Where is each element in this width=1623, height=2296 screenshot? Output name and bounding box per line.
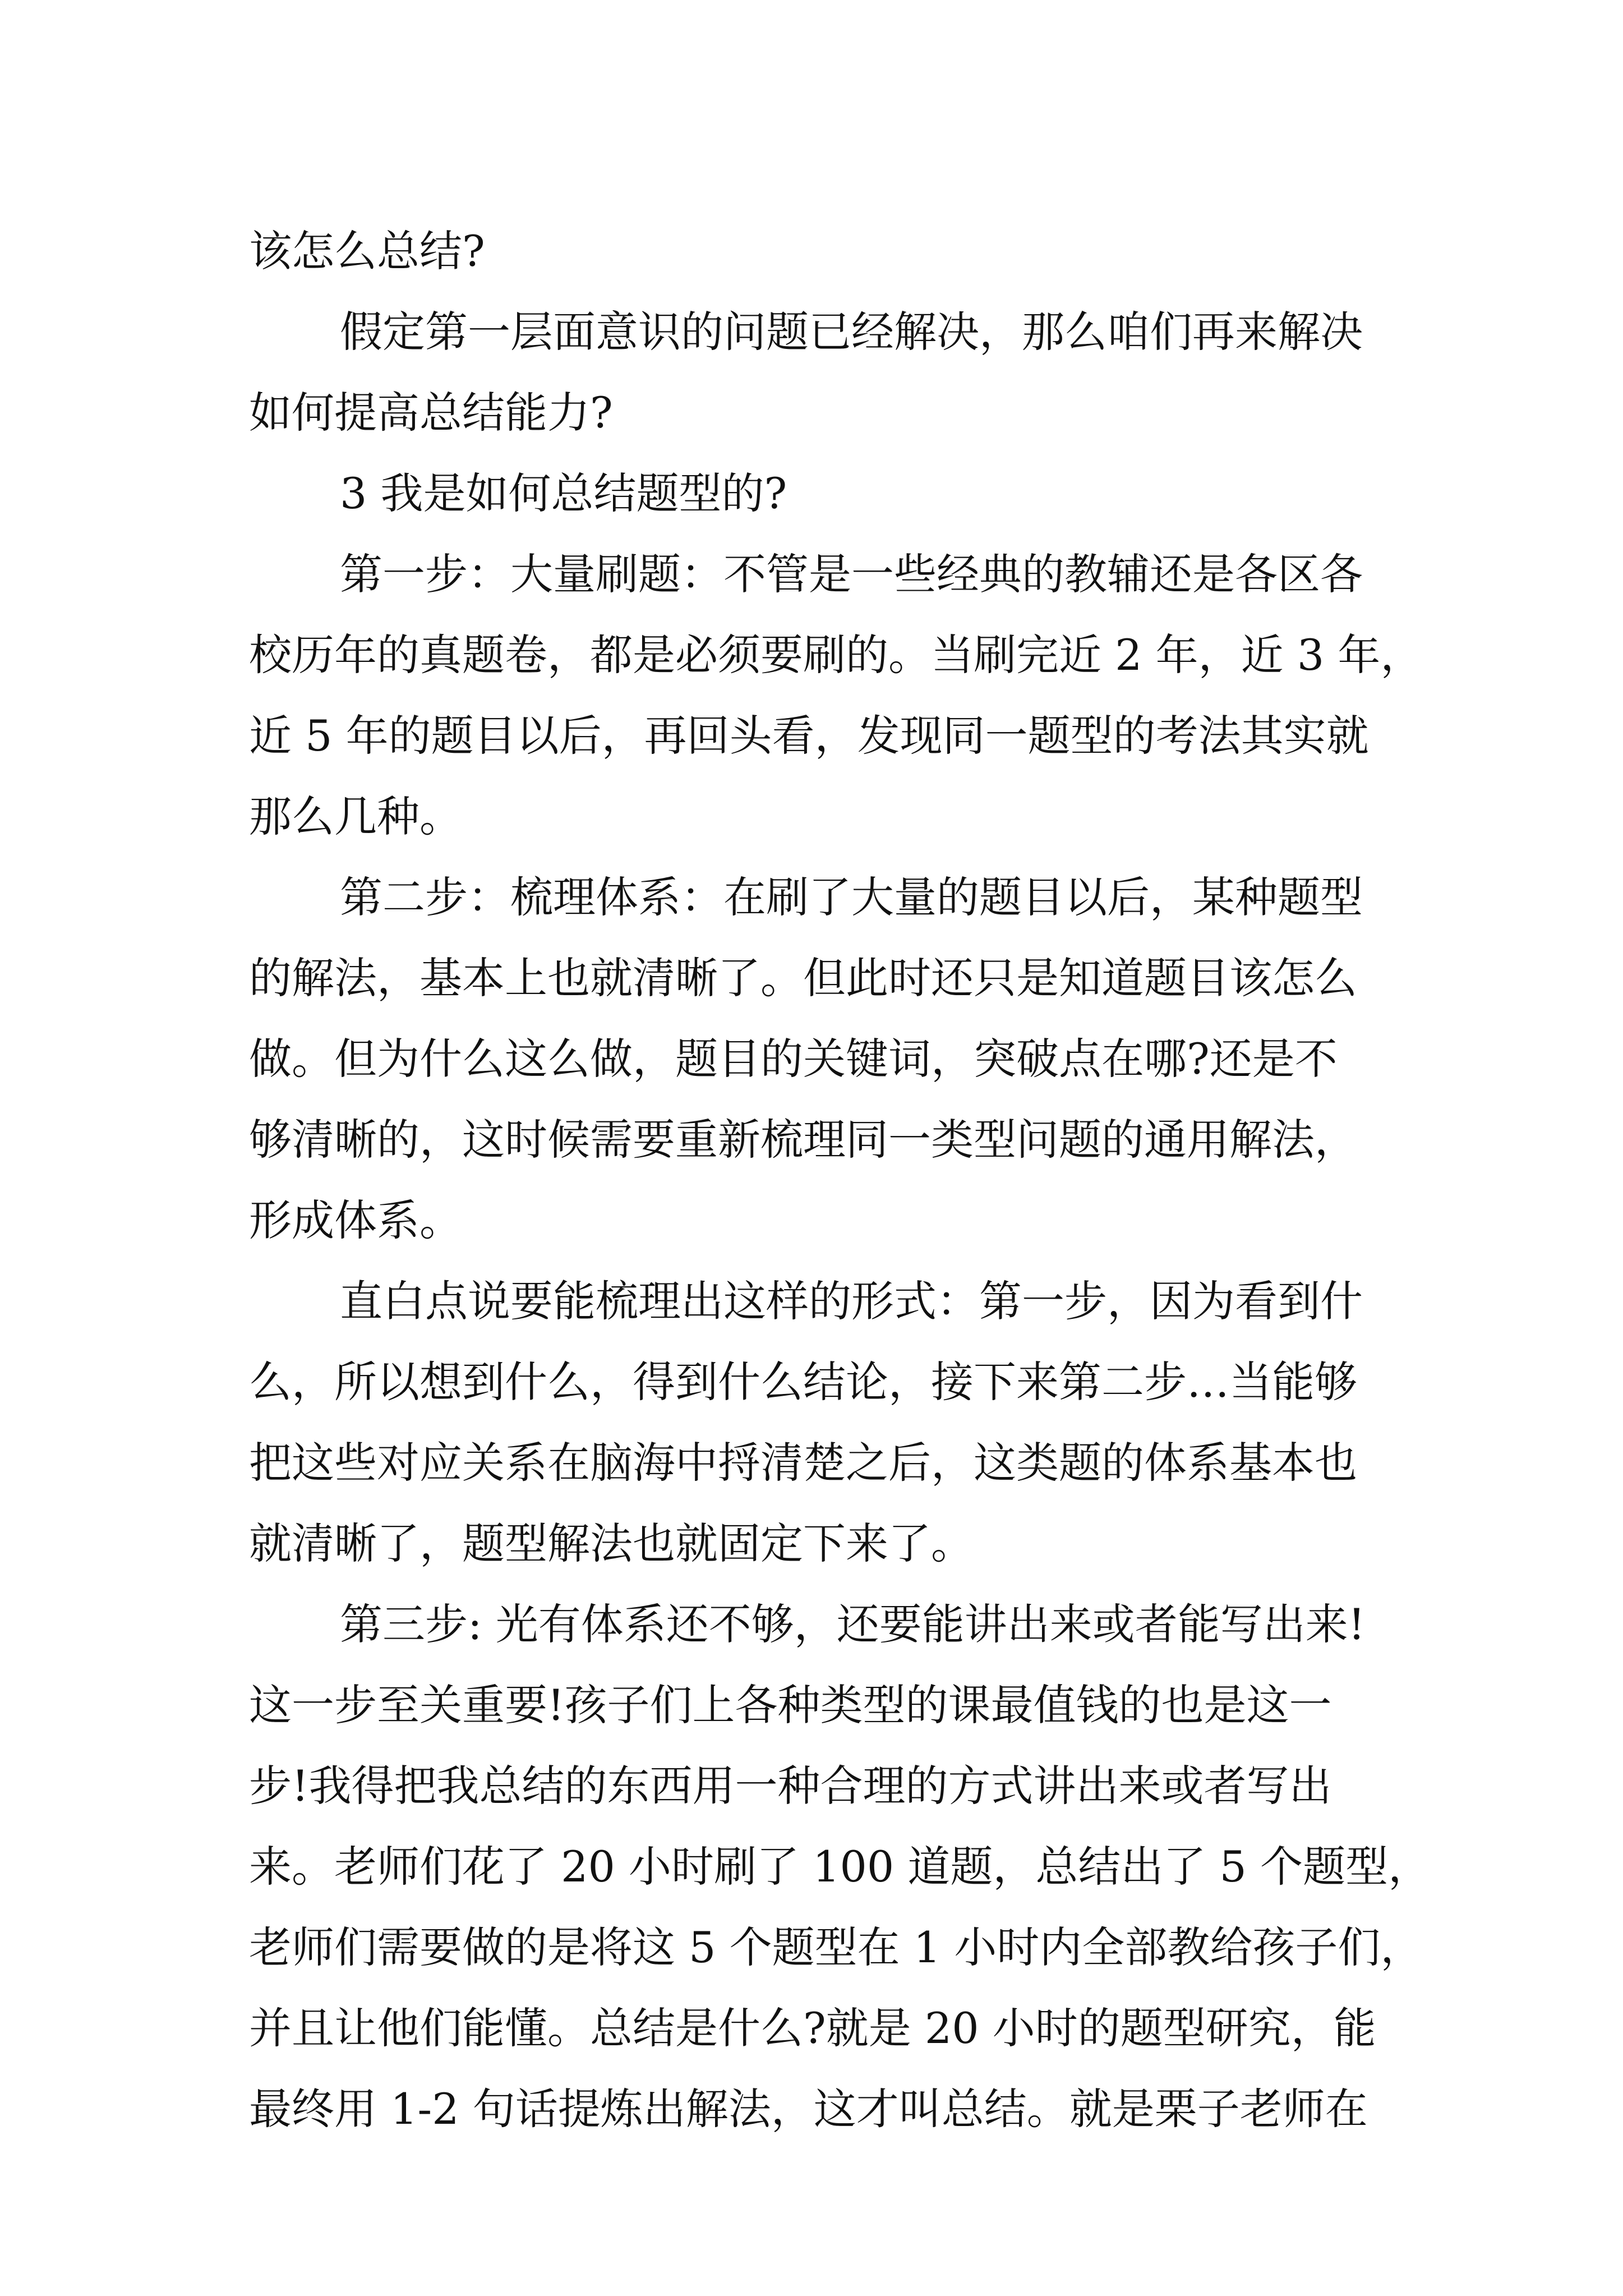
text-line: 形成体系。 [249,1195,462,1245]
document-body [249,211,1431,2150]
text-line: 的解法，基本上也就清晰了。但此时还只是知道题目该怎么 [249,953,1357,1003]
text-line: 第一步：大量刷题：不管是一些经典的教辅还是各区各 [340,549,1363,599]
text-line: 够清晰的，这时候需要重新梳理同一类型问题的通用解法， [249,1115,1357,1165]
text-line: 步!我得把我总结的东西用一种合理的方式讲出来或者写出 [249,1761,1332,1811]
text-line: 直白点说要能梳理出这样的形式：第一步，因为看到什 [340,1276,1363,1326]
text-line: 来。老师们花了 20 小时刷了 100 道题，总结出了 5 个题型， [249,1842,1431,1892]
text-line: 做。但为什么这么做，题目的关键词，突破点在哪?还是不 [249,1034,1338,1084]
text-line: 校历年的真题卷，都是必须要刷的。当刷完近 2 年，近 3 年， [249,630,1423,680]
text-line: 该怎么总结? [249,226,485,276]
text-line: 那么几种。 [249,792,462,841]
text-line: 第二步：梳理体系：在刷了大量的题目以后，某种题型 [340,872,1363,922]
text-line: 么，所以想到什么，得到什么结论，接下来第二步…当能够 [249,1357,1357,1407]
text-line: 就清晰了，题型解法也就固定下来了。 [249,1519,974,1568]
text-line: 近 5 年的题目以后，再回头看，发现同一题型的考法其实就 [249,711,1369,761]
text-line: 第三步: 光有体系还不够，还要能讲出来或者能写出来! [340,1599,1366,1649]
text-line: 这一步至关重要!孩子们上各种类型的课最值钱的也是这一 [249,1680,1332,1730]
text-line: 并且让他们能懂。总结是什么?就是 20 小时的题型研究，能 [249,2003,1376,2053]
text-line: 假定第一层面意识的问题已经解决，那么咱们再来解决 [340,307,1363,357]
section-heading: 3 我是如何总结题型的? [340,468,787,518]
text-line: 最终用 1-2 句话提炼出解法，这才叫总结。就是栗子老师在 [249,2084,1368,2134]
text-line: 老师们需要做的是将这 5 个题型在 1 小时内全部教给孩子们， [249,1922,1423,1972]
text-line: 把这些对应关系在脑海中捋清楚之后，这类题的体系基本也 [249,1438,1357,1488]
text-line: 如何提高总结能力? [249,388,613,438]
